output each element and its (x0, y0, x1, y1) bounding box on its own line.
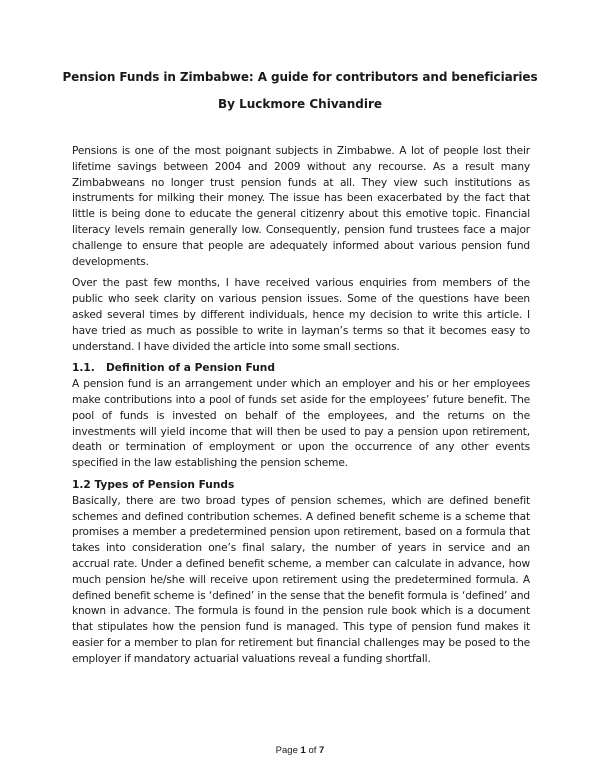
document-title: Pension Funds in Zimbabwe: A guide for contributors and beneficiaries (62, 70, 538, 84)
section-heading: 1.2 Types of Pension Funds (72, 478, 235, 491)
section-heading (72, 361, 530, 377)
page-footer (0, 745, 600, 756)
total-pages-number: 7 (319, 745, 325, 756)
section-paragraph: A pension fund is an arrangement under which an employer and his or her employees make contributions into a pool of funds set aside for the employees’ future benefit. The pool of funds is invested on behalf of the employees, and the returns on the investments will yield income that will then be used to pay a pension upon retirement, death or termination of employment or upon the occurrence of any other events specified in the law establishing the pension scheme. (72, 378, 530, 470)
intro-paragraph: Pensions is one of the most poignant subjects in Zimbabwe. A lot of people lost their lifetime savings between 2004 and 2009 without any recourse. As a result many Zimbabweans no longer trust pension funds at all. They view such institutions as instruments for milking their money. The issue has been exacerbated by the fact that little is being done to educate the general citizenry about this emotive topic. Financial literacy levels remain generally low. Consequently, pension fund trustees face a major challenge to ensure that people are adequately informed about various pension fund developments. (72, 145, 530, 268)
section-number: 1.1. (72, 362, 95, 375)
of-label: of (308, 745, 317, 756)
intro-paragraph: Over the past few months, I have received various enquiries from members of the public who seek clarity on various pension issues. Some of the questions have been asked several times by different individuals, hence my decision to write this article. I have tried as much as possible to write in layman’s terms so that it becomes easy to understand. I have divided the article into some small sections. (72, 277, 530, 353)
page-label: Page (275, 745, 298, 756)
document-author: By Luckmore Chivandire (217, 97, 383, 111)
section-paragraph: Basically, there are two broad types of pension schemes, which are defined benefit schemes and defined contribution schemes. A defined benefit scheme is a scheme that promises a member a predetermined pension upon retirement, based on a formula that takes into consideration one’s final salary, the number of years in service and an accrual rate. Under a defined benefit scheme, a member can calculate in advance, how much pension he/she will receive upon retirement using the predetermined formula. A defined benefit scheme is ‘defined’ in the sense that the benefit formula is ‘defined’ and known in advance. The formula is found in the pension rule book which is a document that stipulates how the pension fund is managed. This type of pension fund makes it easier for a member to plan for retirement but financial challenges may be posed to the employer if mandatory actuarial valuations reveal a funding shortfall. (72, 494, 530, 665)
current-page-number: 1 (300, 745, 306, 756)
section-title: Definition of a Pension Fund (106, 362, 275, 375)
document-body (72, 144, 530, 674)
